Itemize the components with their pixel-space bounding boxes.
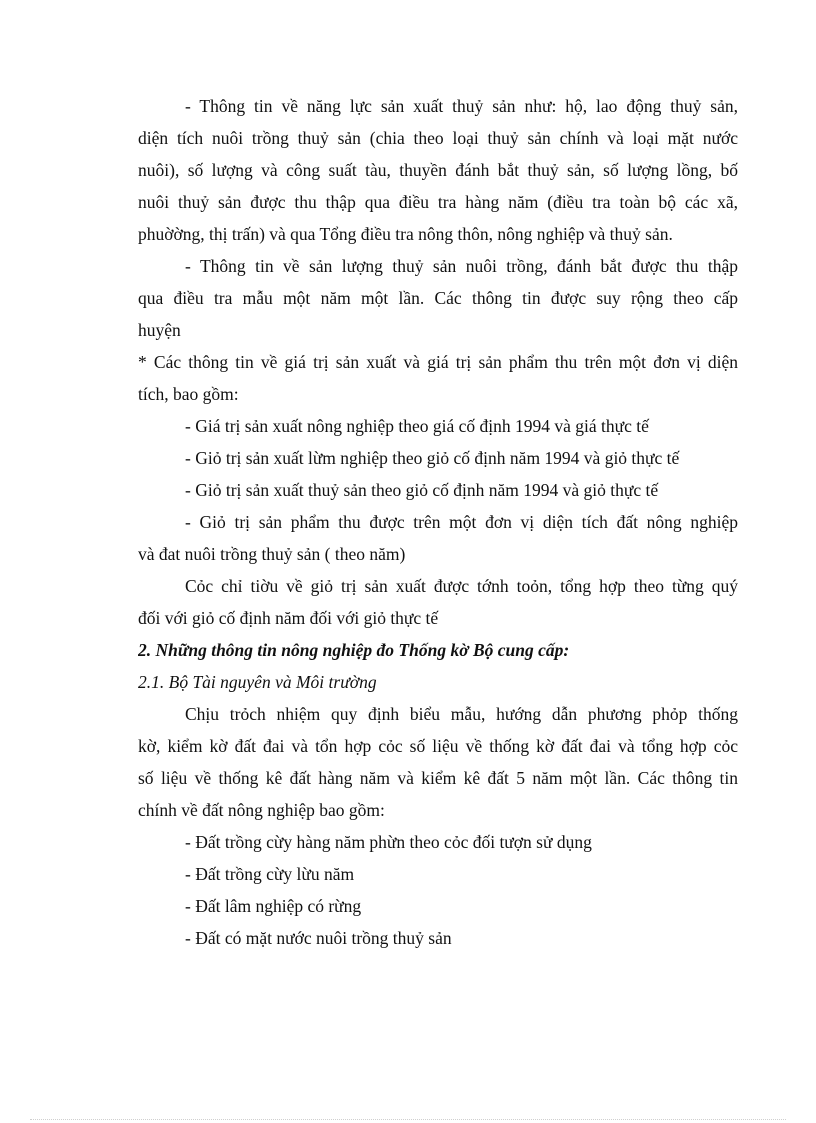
text-line: phuờờng, thị trấn) và qua Tổng điều tra nông thôn, nông nghiệp và thuỷ sản. [138, 224, 673, 244]
text-line: Cỏc chỉ tiờu về giỏ trị sản xuất được tớnh toỏn, tổng hợp theo từng quý [185, 576, 738, 596]
text-line: chính về đất nông nghiệp bao gồm: [138, 800, 385, 820]
text-line: nuôi), số lượng và công suất tàu, thuyền đánh bắt thuỷ sản, số lượng lồng, bố [138, 160, 738, 180]
text-line: - Giá trị sản xuất nông nghiệp theo giá cố định 1994 và giá thực tế [185, 416, 649, 436]
text-line: nuôi thuỷ sản được thu thập qua điều tra hàng năm (điều tra toàn bộ các xã, [138, 192, 738, 212]
text-line: diện tích nuôi trồng thuỷ sản (chia theo loại thuỷ sản chính và loại mặt nước [138, 128, 738, 148]
text-line: - Thông tin về sản lượng thuỷ sản nuôi trồng, đánh bắt được thu thập [185, 256, 738, 276]
text-line: - Thông tin về năng lực sản xuất thuỷ sản như: hộ, lao động thuỷ sản, [185, 96, 738, 116]
page-bottom-divider [30, 1119, 786, 1120]
text-line: huyện [138, 320, 181, 340]
text-line: - Đất có mặt nước nuôi trồng thuỷ sản [185, 928, 452, 948]
text-line: - Giỏ trị sản phẩm thu được trên một đơn vị diện tích đất nông nghiệp [185, 512, 738, 532]
text-line: - Giỏ trị sản xuất lừm nghiệp theo giỏ cố định năm 1994 và giỏ thực tế [185, 448, 680, 468]
text-line: số liệu về thống kê đất hàng năm và kiểm kê đất 5 năm một lần. Các thông tin [138, 768, 738, 788]
text-line: và đat nuôi trồng thuỷ sản ( theo năm) [138, 544, 406, 564]
text-line: * Các thông tin về giá trị sản xuất và giá trị sản phẩm thu trên một đơn vị diện [138, 352, 738, 372]
text-line: qua điều tra mẫu một năm một lần. Các thông tin được suy rộng theo cấp [138, 288, 738, 308]
text-line: - Đất lâm nghiệp có rừng [185, 896, 362, 916]
text-line: - Giỏ trị sản xuất thuỷ sản theo giỏ cố định năm 1994 và giỏ thực tế [185, 480, 659, 500]
document-page [138, 90, 738, 954]
text-line: tích, bao gồm: [138, 384, 239, 404]
subsection-heading: 2.1. Bộ Tài nguyên và Môi trường [138, 672, 377, 692]
text-line: - Đất trồng cừy lừu năm [185, 864, 355, 884]
text-line: Chịu trỏch nhiệm quy định biểu mẫu, hướng dẫn phương phỏp thống [185, 704, 738, 724]
section-heading: 2. Những thông tin nông nghiệp đo Thống kờ Bộ cung cấp: [138, 640, 570, 660]
text-line: kờ, kiểm kờ đất đai và tổn hợp cỏc số liệu về thống kờ đất đai và tổng hợp cỏc [138, 736, 738, 756]
text-line: đối với giỏ cố định năm đối với giỏ thực tế [138, 608, 439, 628]
text-line: - Đất trồng cừy hàng năm phừn theo cỏc đối tượn sử dụng [185, 832, 592, 852]
